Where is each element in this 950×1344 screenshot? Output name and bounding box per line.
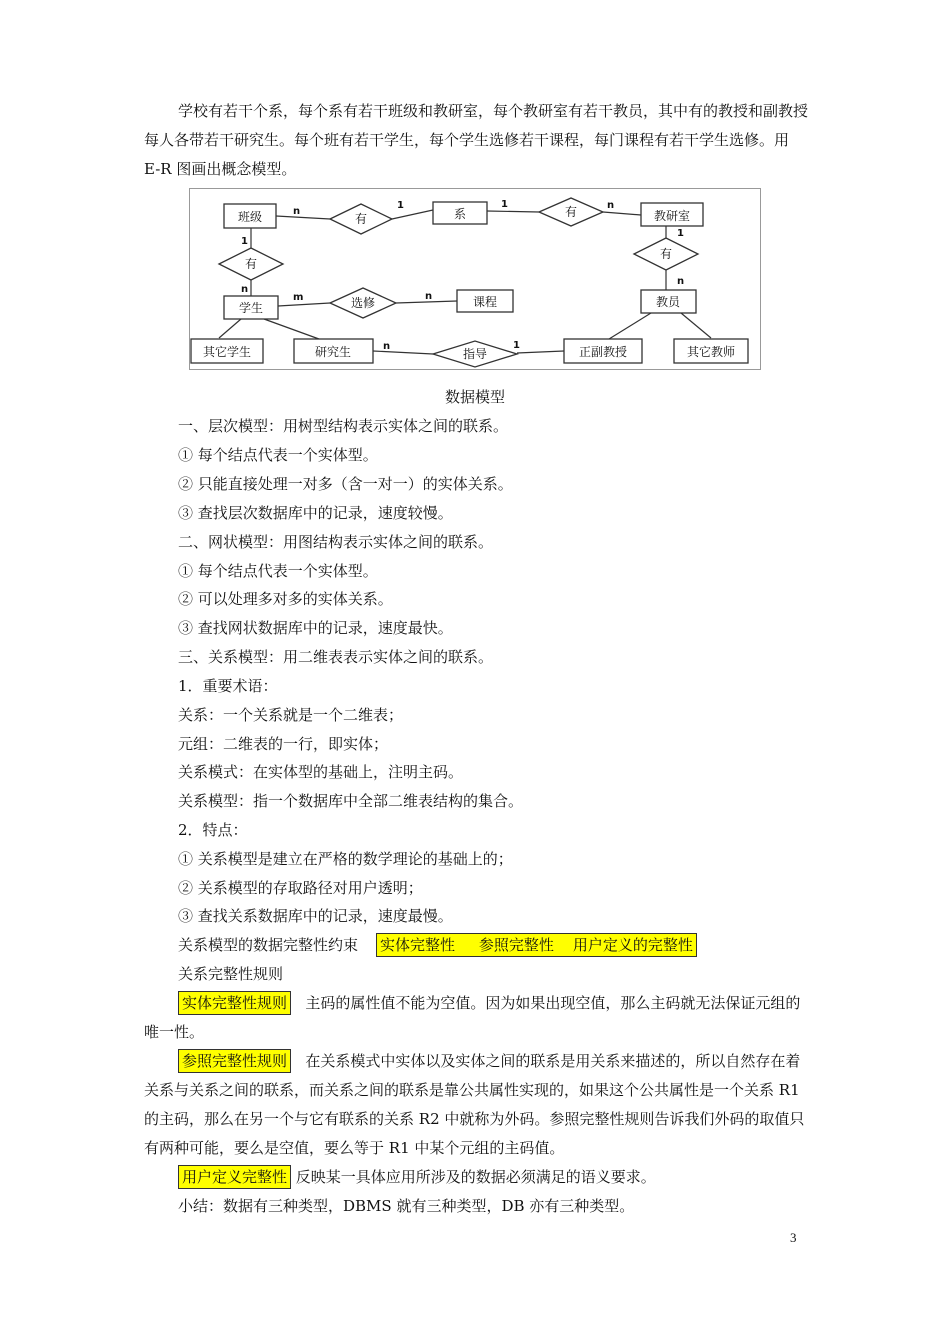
rule-user-term: 用户定义完整性	[178, 1165, 291, 1189]
line-features-heading: 2．特点：	[178, 821, 248, 839]
line-term-model: 关系模型：指一个数据库中全部二维表结构的集合。	[178, 792, 524, 810]
entity-jiaoyuan: 教员	[655, 295, 681, 309]
line-hier-3: ③ 查找层次数据库中的记录，速度较慢。	[178, 504, 453, 522]
card-banji-you1: n	[293, 206, 301, 217]
line-net-3: ③ 查找网状数据库中的记录，速度最快。	[178, 619, 453, 637]
relation-you-3: 有	[244, 257, 258, 271]
relation-you-4: 有	[659, 247, 673, 261]
line-net-2: ② 可以处理多对多的实体关系。	[178, 590, 393, 608]
rules-title: 关系完整性规则	[178, 965, 284, 983]
entity-xuesheng: 学生	[238, 301, 264, 315]
entity-kecheng: 课程	[472, 295, 498, 309]
line-term-schema: 关系模式：在实体型的基础上，注明主码。	[178, 763, 464, 781]
card-banji-you3: 1	[241, 236, 248, 247]
section-title: 数据模型	[444, 388, 505, 406]
line-feature-1: ① 关系模型是建立在严格的数学理论的基础上的；	[178, 850, 513, 868]
page-number: 3	[790, 1230, 797, 1245]
line-hierarchical-model: 一、层次模型：用树型结构表示实体之间的联系。	[178, 417, 509, 435]
line-feature-2: ② 关系模型的存取路径对用户透明；	[178, 879, 423, 897]
line-relational-model: 三、关系模型：用二维表表示实体之间的联系。	[178, 648, 494, 666]
entity-xi: 系	[453, 207, 467, 221]
relation-you-2: 有	[564, 205, 578, 219]
card-xuesheng-xuanxiu: m	[293, 292, 304, 303]
card-yanjiusheng-zhidao: n	[383, 341, 391, 352]
rule-entity-paragraph	[144, 989, 808, 1047]
card-you3-xuesheng: n	[241, 284, 249, 295]
intro-paragraph: 学校有若干个系，每个系有若干班级和教研室，每个教研室有若干教员，其中有的教授和副教授每人各带若干研究生。每个班有若干学生，每个学生选修若干课程，每门课程有若干学生选修。用 E-R 图画出概念模型。	[144, 102, 809, 178]
constraint-label: 关系模型的数据完整性约束	[178, 936, 359, 954]
relation-zhidao: 指导	[462, 347, 488, 361]
line-term-tuple: 元组：二维表的一行，即实体；	[178, 735, 389, 753]
card-you1-xi: 1	[397, 200, 404, 211]
line-term-relation: 关系：一个关系就是一个二维表；	[178, 706, 404, 724]
entity-yanjiusheng: 研究生	[314, 345, 352, 359]
line-network-model: 二、网状模型：用图结构表示实体之间的联系。	[178, 533, 494, 551]
relation-xuanxiu: 选修	[350, 296, 376, 310]
entity-banji: 班级	[237, 210, 263, 224]
line-net-1: ① 每个结点代表一个实体型。	[178, 562, 378, 580]
rule-ref-term: 参照完整性规则	[178, 1049, 291, 1073]
card-jiaoyanshi-you4: 1	[677, 228, 684, 239]
relation-you-1: 有	[354, 212, 368, 226]
entity-zhengfujiaoshou: 正副教授	[578, 345, 628, 359]
entity-qitajiaoshi: 其它教师	[686, 345, 736, 359]
card-zhidao-zhengfu: 1	[513, 340, 520, 351]
er-diagram	[189, 188, 761, 370]
line-hier-2: ② 只能直接处理一对多（含一对一）的实体关系。	[178, 475, 513, 493]
card-xi-you2: 1	[501, 199, 508, 210]
card-you2-jiaoyanshi: n	[607, 200, 615, 211]
card-you4-jiaoyuan: n	[677, 276, 685, 287]
line-integrity-constraint	[178, 931, 697, 960]
entity-jiaoyanshi: 教研室	[653, 209, 691, 223]
rule-entity-text: 主码的属性值不能为空值。因为如果出现空值，那么主码就无法保证元组的唯一性。	[144, 994, 801, 1041]
card-xuanxiu-kecheng: n	[425, 291, 433, 302]
rule-ref-paragraph	[144, 1047, 808, 1163]
rule-user-paragraph	[144, 1163, 808, 1192]
line-hier-1: ① 每个结点代表一个实体型。	[178, 446, 378, 464]
line-terms-heading: 1．重要术语：	[178, 677, 278, 695]
entity-qitaxuesheng: 其它学生	[202, 345, 252, 359]
rule-ref-text: 在关系模式中实体以及实体之间的联系是用关系来描述的，所以自然存在着关系与关系之间的联系，而关系之间的联系是靠公共属性实现的，如果这个公共属性是一个关系 R1 的主码，那么在另一个与它有联系的关系 R2 中就称为外码。参照完整性规则告诉我们外码的取值只有两种可能，要么是空值，要么等于 R1 中某个元组的主码值。	[144, 1052, 805, 1157]
rule-entity-term: 实体完整性规则	[178, 991, 291, 1015]
summary-line: 小结：数据有三种类型，DBMS 就有三种类型，DB 亦有三种类型。	[178, 1197, 635, 1215]
line-feature-3: ③ 查找关系数据库中的记录，速度最慢。	[178, 907, 453, 925]
constraint-highlight: 实体完整性 参照完整性 用户定义的完整性	[376, 933, 697, 957]
rule-user-text: 反映某一具体应用所涉及的数据必须满足的语义要求。	[295, 1168, 656, 1186]
